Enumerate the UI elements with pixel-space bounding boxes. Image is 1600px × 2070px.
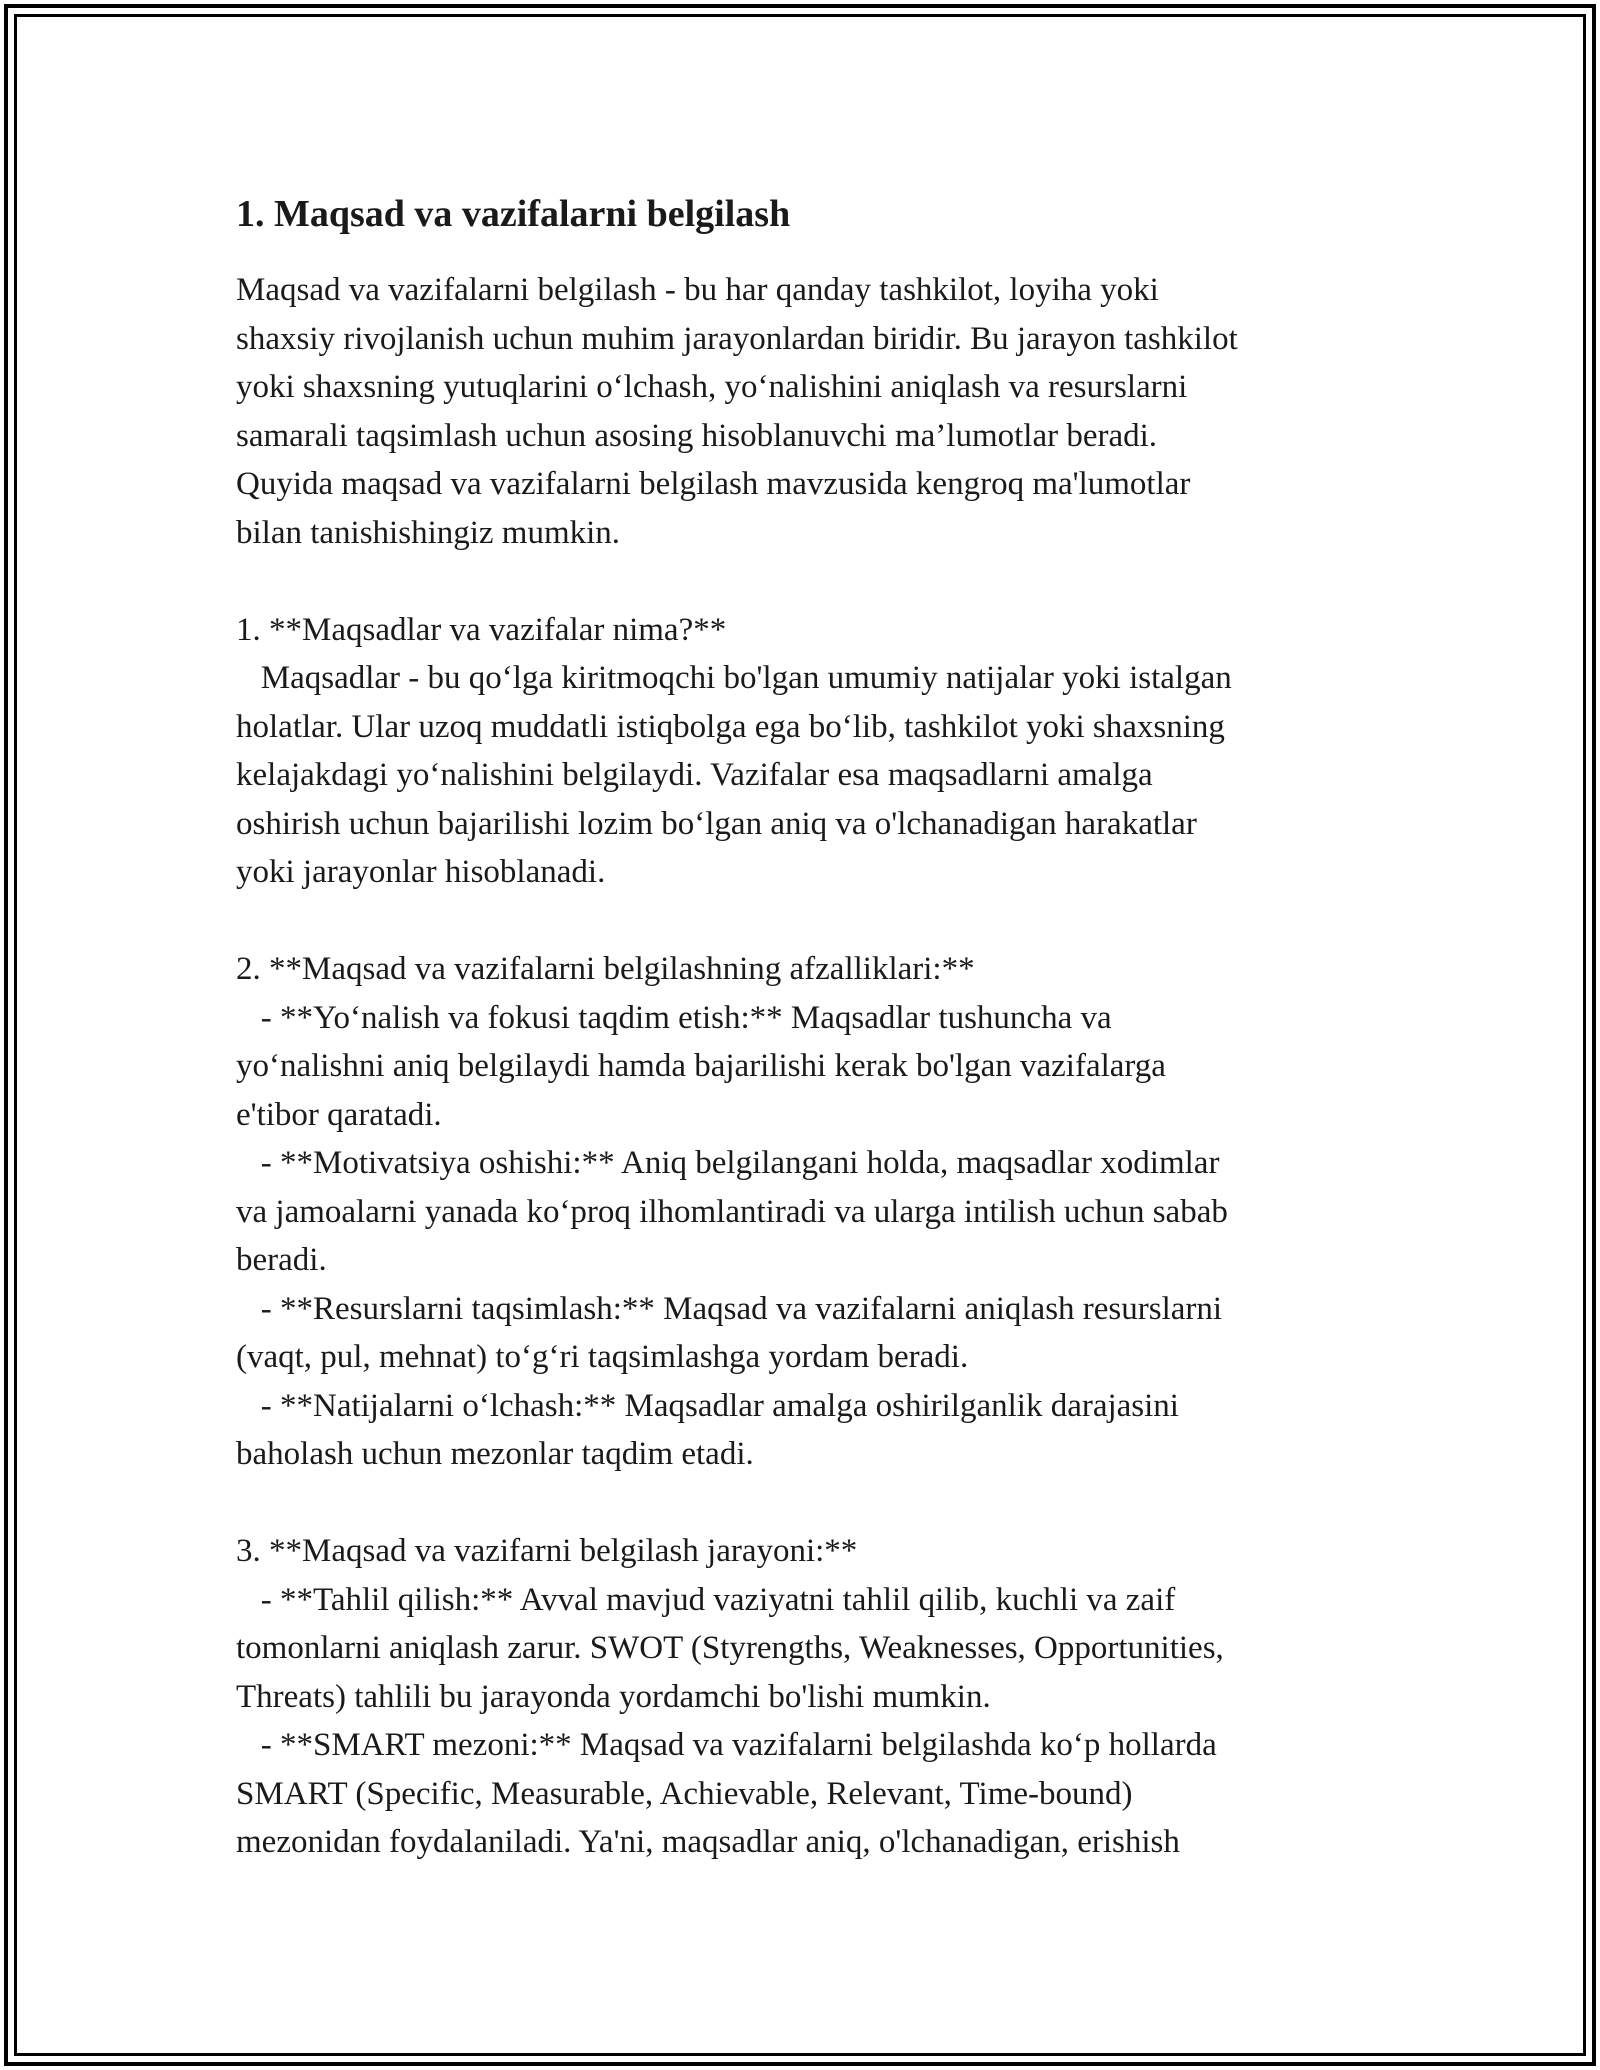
- text-line: [236, 897, 1366, 946]
- text-line: - **Tahlil qilish:** Avval mavjud vaziyatni tahlil qilib, kuchli va zaif: [236, 1581, 1176, 1618]
- text-line: Threats) tahlili bu jarayonda yordamchi bo'lishi mumkin.: [236, 1678, 991, 1715]
- text-line: - **SMART mezoni:** Maqsad va vazifalarni belgilashda ko‘p hollarda: [236, 1727, 1217, 1763]
- text-line: kelajakdagi yo‘nalishini belgilaydi. Vazifalar esa maqsadlarni amalga: [236, 757, 1153, 793]
- text-line: 3. **Maqsad va vazifarni belgilash jarayoni:**: [236, 1533, 858, 1569]
- text-line: tomonlarni aniqlash zarur. SWOT (Styrengths, Weaknesses, Opportunities,: [236, 1630, 1224, 1666]
- text-line: e'tibor qaratadi.: [236, 1096, 442, 1133]
- text-line: yo‘nalishni aniq belgilaydi hamda bajarilishi kerak bo'lgan vazifalarga: [236, 1048, 1166, 1084]
- text-line: - **Resurslarni taqsimlash:** Maqsad va vazifalarni aniqlash resurslarni: [236, 1290, 1223, 1327]
- text-line: - **Yo‘nalish va fokusi taqdim etish:** Maqsadlar tushuncha va: [236, 999, 1112, 1036]
- text-line: baholash uchun mezonlar taqdim etadi.: [236, 1436, 754, 1472]
- document-body: [236, 186, 1366, 1867]
- text-line: mezonidan foydalaniladi. Ya'ni, maqsadlar aniq, o'lchanadigan, erishish: [236, 1824, 1180, 1860]
- text-line: [236, 557, 1366, 606]
- text-line: va jamoalarni yanada ko‘proq ilhomlantiradi va ularga intilish uchun sabab: [236, 1193, 1228, 1230]
- document-title: 1. Maqsad va vazifalarni belgilash: [236, 193, 791, 235]
- text-line: oshirish uchun bajarilishi lozim bo‘lgan aniq va o'lchanadigan harakatlar: [236, 805, 1197, 842]
- text-line: [236, 1479, 1366, 1528]
- text-line: shaxsiy rivojlanish uchun muhim jarayonlardan biridir. Bu jarayon tashkilot: [236, 320, 1238, 357]
- text-line: - **Natijalarni o‘lchash:** Maqsadlar amalga oshirilganlik darajasini: [236, 1387, 1179, 1424]
- text-line: SMART (Specific, Measurable, Achievable, Relevant, Time-bound): [236, 1775, 1133, 1812]
- text-line: Quyida maqsad va vazifalarni belgilash mavzusida kengroq ma'lumotlar: [236, 466, 1191, 502]
- text-line: 1. **Maqsadlar va vazifalar nima?**: [236, 611, 727, 648]
- text-line: beradi.: [236, 1242, 327, 1278]
- text-line: samarali taqsimlash uchun asosing hisoblanuvchi ma’lumotlar beradi.: [236, 417, 1158, 454]
- text-line: bilan tanishishingiz mumkin.: [236, 514, 621, 551]
- text-line: (vaqt, pul, mehnat) to‘g‘ri taqsimlashga yordam beradi.: [236, 1339, 969, 1375]
- text-line: yoki shaxsning yutuqlarini o‘lchash, yo‘nalishini aniqlash va resurslarni: [236, 369, 1188, 405]
- text-line: 2. **Maqsad va vazifalarni belgilashning afzalliklari:**: [236, 951, 975, 987]
- text-line: holatlar. Ular uzoq muddatli istiqbolga ega bo‘lib, tashkilot yoki shaxsning: [236, 708, 1225, 745]
- text-line: yoki jarayonlar hisoblanadi.: [236, 854, 606, 890]
- text-line: - **Motivatsiya oshishi:** Aniq belgilangani holda, maqsadlar xodimlar: [236, 1145, 1220, 1181]
- text-line: Maqsad va vazifalarni belgilash - bu har qanday tashkilot, loyiha yoki: [236, 272, 1159, 308]
- text-line: Maqsadlar - bu qo‘lga kiritmoqchi bo'lgan umumiy natijalar yoki istalgan: [236, 660, 1232, 696]
- document-text: [236, 266, 1366, 1867]
